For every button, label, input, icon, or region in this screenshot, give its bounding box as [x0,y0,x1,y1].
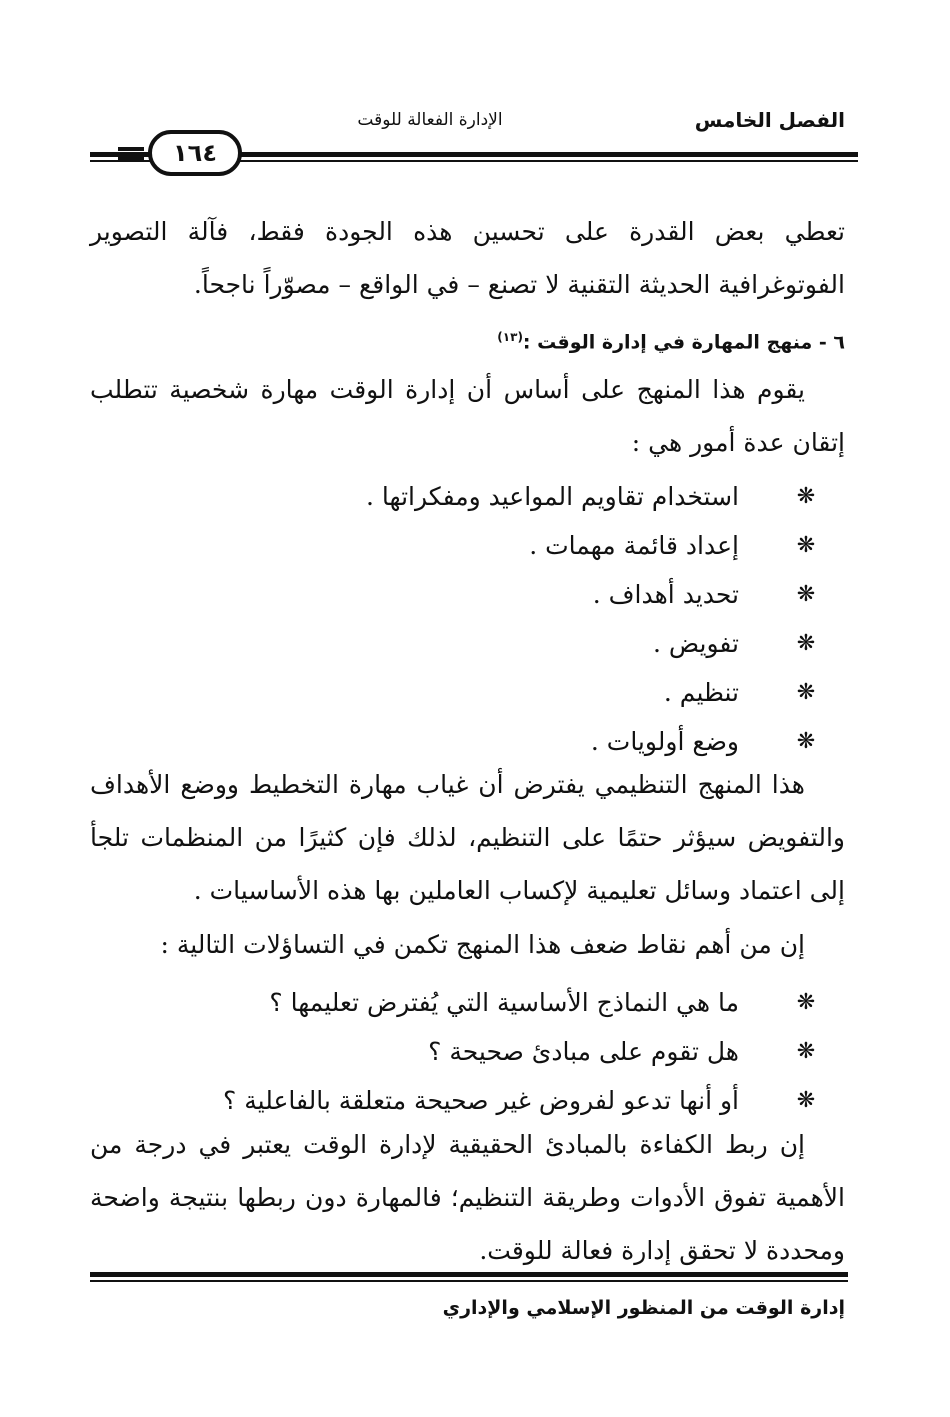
list-item [90,521,845,570]
asterisk-bullet-icon: ❋ [796,1039,816,1064]
asterisk-bullet-icon: ❋ [796,582,816,607]
list-item-text: أو أنها تدعو لفروض غير صحيحة متعلقة بالفاعلية ؟ [223,1086,739,1115]
list-item-text: استخدام تقاويم المواعيد ومفكراتها . [366,482,739,511]
paragraph-2: يقوم هذا المنهج على أساس أن إدارة الوقت مهارة شخصية تتطلب إتقان عدة أمور هي : [90,375,845,457]
chapter-title: الفصل الخامس [694,108,845,132]
asterisk-bullet-icon: ❋ [796,631,816,656]
asterisk-bullet-icon: ❋ [796,533,816,558]
paragraph-3: هذا المنهج التنظيمي يفترض أن غياب مهارة التخطيط ووضع الأهداف والتفويض سيؤثر حتمًا على التنظيم، لذلك فإن كثيرًا من المنظمات تلجأ إلى اعتماد وسائل تعليمية لإكساب العاملين بها هذه الأساسيات . [90,770,845,905]
asterisk-bullet-icon: ❋ [796,1088,816,1113]
badge-dash-top [118,147,144,151]
list-item-text: إعداد قائمة مهمات . [529,531,739,560]
asterisk-bullet-icon: ❋ [796,729,816,754]
footer-book-title: إدارة الوقت من المنظور الإسلامي والإداري [442,1297,845,1319]
list-item [90,619,845,668]
paragraph-5: إن ربط الكفاءة بالمبادئ الحقيقية لإدارة الوقت يعتبر في درجة من الأهمية تفوق الأدوات وطريقة التنظيم؛ فالمهارة دون ربطها بنتيجة واضحة ومحددة لا تحقق إدارة فعالة للوقت. [90,1130,845,1265]
section-heading [90,322,845,357]
page-number: ١٦٤ [173,139,217,167]
asterisk-bullet-icon: ❋ [796,484,816,509]
bullet-list-skills [90,472,845,766]
page-number-badge [148,130,242,176]
paragraph-4: إن من أهم نقاط ضعف هذا المنهج تكمن في التساؤلات التالية : [160,930,805,959]
list-item-text: وضع أولويات . [590,727,739,756]
asterisk-bullet-icon: ❋ [796,990,816,1015]
footnote-ref: (١٣) [497,330,523,344]
list-item [90,472,845,521]
section-heading-text: ٦ - منهج المهارة في إدارة الوقت : [522,331,845,354]
footer-rule-thick [90,1272,848,1277]
running-header-title: الإدارة الفعالة للوقت [357,110,503,130]
list-item-text: تفويض . [653,629,739,658]
list-item [90,1027,845,1076]
footer-rule-thin [90,1280,848,1282]
paragraph-1: تعطي بعض القدرة على تحسين هذه الجودة فقط، فآلة التصوير الفوتوغرافية الحديثة التقنية لا تصنع – في الواقع – مصوّراً ناجحاً. [90,217,845,299]
list-item-text: هل تقوم على مبادئ صحيحة ؟ [428,1037,739,1066]
badge-dash-bottom [118,156,144,160]
list-item [90,570,845,619]
list-item-text: تنظيم . [663,678,739,707]
list-item-text: تحديد أهداف . [592,580,739,609]
asterisk-bullet-icon: ❋ [796,680,816,705]
list-item-text: ما هي النماذج الأساسية التي يُفترض تعليمها ؟ [269,988,739,1017]
bullet-list-questions [90,978,845,1125]
list-item [90,668,845,717]
list-item [90,978,845,1027]
